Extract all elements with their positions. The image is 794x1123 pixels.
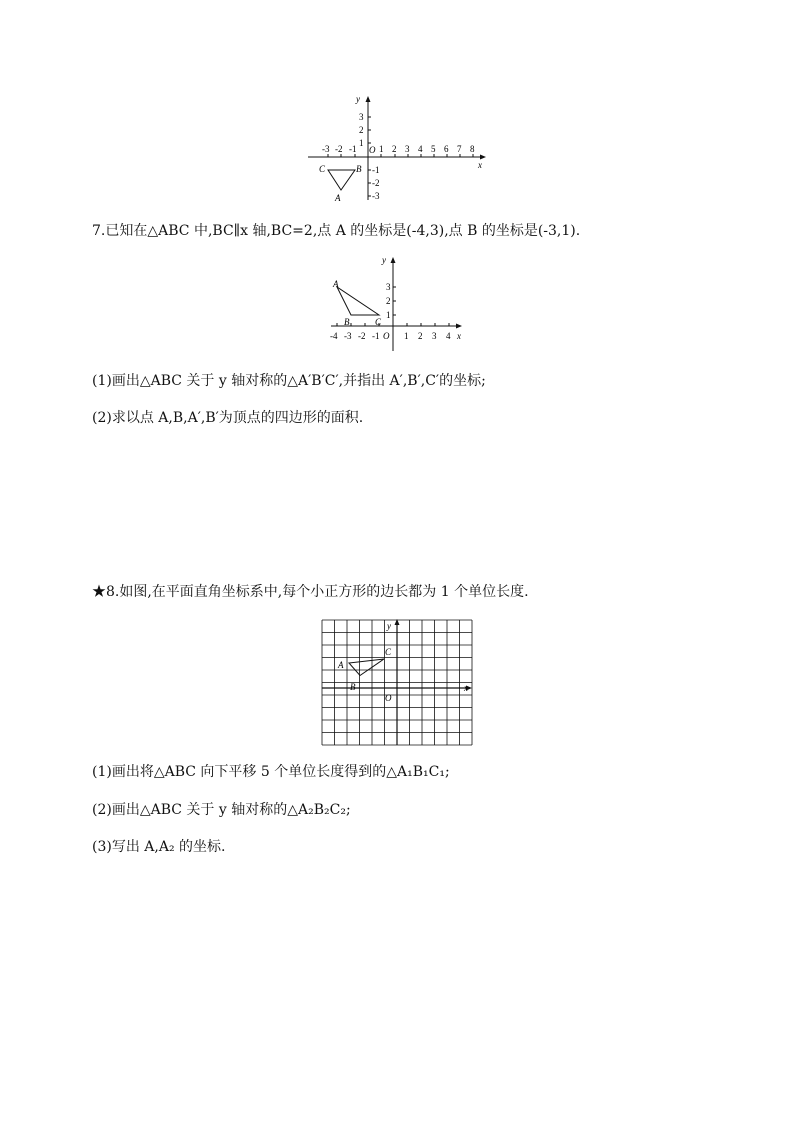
q7-x-axis-label: x — [457, 331, 461, 341]
q7-point-a: A — [333, 279, 339, 289]
q7-origin-label: O — [383, 331, 390, 341]
fig1-point-b: B — [356, 164, 362, 174]
x-axis-arrow-icon — [480, 155, 486, 160]
fig1-point-c: C — [319, 164, 326, 174]
q7-y-axis-label: y — [382, 255, 386, 265]
figure-1-coordinate-plane — [300, 90, 500, 205]
q8-point-a: A — [338, 660, 344, 670]
q7-xtick: -1 — [372, 331, 380, 341]
fig1-xtick: 1 — [379, 144, 384, 154]
fig1-ytick: 2 — [359, 125, 364, 135]
fig1-xtick: 8 — [470, 144, 475, 154]
q8-point-b: B — [350, 682, 356, 692]
q7-triangle-abc — [337, 287, 379, 315]
q7-ytick: 2 — [386, 296, 391, 306]
question-7-text: 7.已知在△ABC 中,BC∥x 轴,BC=2,点 A 的坐标是(-4,3),点 B 的坐标是(-3,1). — [92, 223, 581, 239]
q8-x-axis-label: x — [464, 683, 468, 693]
q7-ytick: 1 — [386, 310, 391, 320]
question-8-part-2: (2)画出△ABC 关于 y 轴对称的△A₂B₂C₂; — [92, 802, 351, 818]
x-axis-arrow-icon — [456, 324, 462, 329]
fig1-ytick: 1 — [359, 138, 364, 148]
fig1-ytick: 3 — [359, 112, 364, 122]
fig1-xtick: 6 — [444, 144, 449, 154]
q7-xtick: -4 — [330, 331, 338, 341]
q8-triangle-abc — [349, 659, 384, 676]
q7-xtick: 3 — [432, 331, 437, 341]
question-8-part-3: (3)写出 A,A₂ 的坐标. — [92, 839, 226, 855]
question-8-part-1: (1)画出将△ABC 向下平移 5 个单位长度得到的△A₁B₁C₁; — [92, 764, 450, 780]
fig1-xtick: 4 — [418, 144, 423, 154]
q7-xtick: -3 — [344, 331, 352, 341]
question-8-text: ★8.如图,在平面直角坐标系中,每个小正方形的边长都为 1 个单位长度. — [92, 584, 529, 600]
fig1-ytick: -1 — [372, 165, 380, 175]
fig1-origin-label: O — [369, 145, 376, 155]
fig1-xtick: 5 — [431, 144, 436, 154]
q8-point-c: C — [385, 647, 392, 657]
q7-xtick: 2 — [418, 331, 423, 341]
q7-point-c: C — [375, 317, 382, 327]
fig1-xtick: 3 — [405, 144, 410, 154]
fig1-xtick: -3 — [322, 144, 330, 154]
question-7-part-2: (2)求以点 A,B,A′,B′为顶点的四边形的面积. — [92, 410, 364, 426]
fig1-x-axis-label: x — [478, 160, 482, 170]
q7-point-b: B — [344, 317, 350, 327]
fig1-xtick: 7 — [457, 144, 462, 154]
q7-xtick: 1 — [404, 331, 409, 341]
q7-xtick: 4 — [446, 331, 451, 341]
q8-y-axis-label: y — [387, 621, 391, 631]
q7-xtick: -2 — [358, 331, 366, 341]
fig1-xtick: -2 — [335, 144, 343, 154]
fig1-ytick: -3 — [372, 191, 380, 201]
y-axis-arrow-icon — [391, 257, 396, 263]
figure-q7-coordinate-plane — [325, 253, 470, 353]
fig1-xtick: -1 — [349, 144, 357, 154]
q8-origin-label: O — [385, 693, 392, 703]
fig1-triangle-abc — [328, 170, 355, 190]
figure-q8-grid — [320, 617, 476, 747]
fig1-xtick: 2 — [392, 144, 397, 154]
y-axis-arrow-icon — [366, 96, 371, 102]
q7-ytick: 3 — [386, 282, 391, 292]
question-7-part-1: (1)画出△ABC 关于 y 轴对称的△A′B′C′,并指出 A′,B′,C′的坐标; — [92, 373, 486, 389]
fig1-ytick: -2 — [372, 178, 380, 188]
fig1-y-axis-label: y — [356, 94, 360, 104]
fig1-point-a: A — [335, 193, 341, 203]
